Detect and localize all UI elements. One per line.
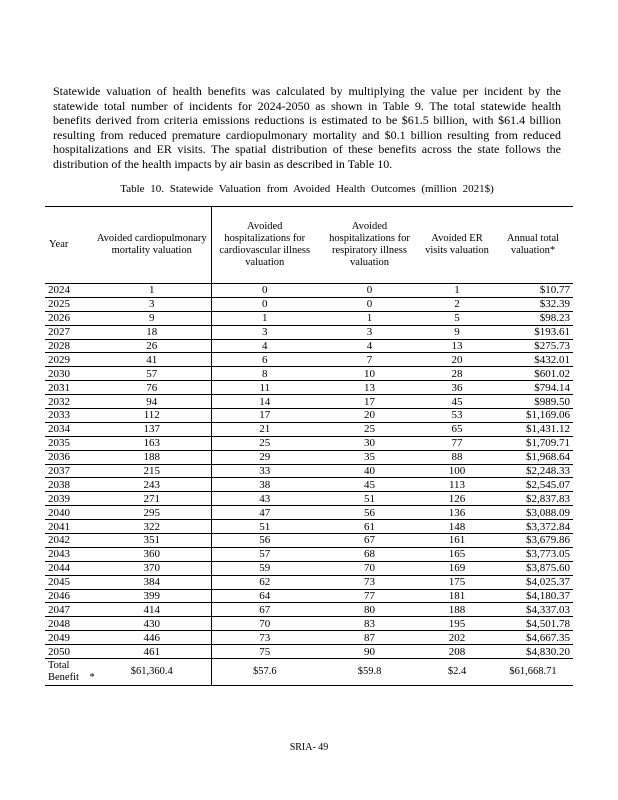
cell-er: 53 bbox=[421, 409, 493, 423]
cell-year: 2045 bbox=[45, 575, 93, 589]
cell-year: 2040 bbox=[45, 506, 93, 520]
cell-year: 2047 bbox=[45, 603, 93, 617]
cell-cardio: 67 bbox=[211, 603, 318, 617]
cell-er: 88 bbox=[421, 450, 493, 464]
intro-paragraph: Statewide valuation of health benefits was calculated by multiplying the value per incident by the statewide total number of incidents for 2024-2050 as shown in Table 9. The total statewide health benefits derived from criteria emissions reductions is estimated to be $61.5 billion, with $61.4 billion resulting from reduced premature cardiopulmonary mortality and $0.1 billion resulting from reduced hospitalizations and ER visits. The spatial distribution of these benefits across the state follows the distribution of the health impacts by air basin as described in Table 10. bbox=[53, 84, 561, 171]
cell-mortality: 1 bbox=[93, 284, 211, 298]
cell-mortality: 351 bbox=[93, 534, 211, 548]
cell-annual: $10.77 bbox=[493, 284, 573, 298]
cell-year: 2033 bbox=[45, 409, 93, 423]
total-label-line1: Total bbox=[48, 660, 70, 672]
cell-mortality: 461 bbox=[93, 645, 211, 659]
cell-mortality: 94 bbox=[93, 395, 211, 409]
cell-er: 165 bbox=[421, 547, 493, 561]
cell-mortality: 163 bbox=[93, 436, 211, 450]
cell-annual: $32.39 bbox=[493, 297, 573, 311]
valuation-table bbox=[45, 206, 573, 686]
cell-er: 20 bbox=[421, 353, 493, 367]
cell-cardio: 62 bbox=[211, 575, 318, 589]
cell-respiratory: 70 bbox=[318, 561, 421, 575]
cell-year: 2044 bbox=[45, 561, 93, 575]
cell-year: 2035 bbox=[45, 436, 93, 450]
cell-er: 1 bbox=[421, 284, 493, 298]
header-year: Year bbox=[45, 207, 93, 284]
cell-annual: $4,501.78 bbox=[493, 617, 573, 631]
header-cardio: Avoided hospitalizations for cardiovascular illness valuation bbox=[211, 207, 318, 284]
cell-respiratory: 40 bbox=[318, 464, 421, 478]
table-row bbox=[45, 339, 573, 353]
cell-annual: $2,248.33 bbox=[493, 464, 573, 478]
cell-year: 2030 bbox=[45, 367, 93, 381]
cell-mortality: 271 bbox=[93, 492, 211, 506]
cell-cardio: 11 bbox=[211, 381, 318, 395]
cell-cardio: 38 bbox=[211, 478, 318, 492]
cell-er: 5 bbox=[421, 311, 493, 325]
cell-respiratory: 35 bbox=[318, 450, 421, 464]
cell-cardio: 64 bbox=[211, 589, 318, 603]
cell-year: 2024 bbox=[45, 284, 93, 298]
cell-respiratory: 1 bbox=[318, 311, 421, 325]
table-row bbox=[45, 603, 573, 617]
cell-respiratory: 67 bbox=[318, 534, 421, 548]
cell-cardio: 59 bbox=[211, 561, 318, 575]
table-caption: Table 10. Statewide Valuation from Avoided Health Outcomes (million 2021$) bbox=[120, 183, 494, 195]
cell-respiratory: 0 bbox=[318, 284, 421, 298]
table-header-row bbox=[45, 207, 573, 284]
cell-mortality: 18 bbox=[93, 325, 211, 339]
cell-mortality: 3 bbox=[93, 297, 211, 311]
cell-respiratory: 7 bbox=[318, 353, 421, 367]
table-row bbox=[45, 534, 573, 548]
cell-er: 202 bbox=[421, 631, 493, 645]
cell-cardio: 29 bbox=[211, 450, 318, 464]
cell-er: 169 bbox=[421, 561, 493, 575]
cell-annual: $4,337.03 bbox=[493, 603, 573, 617]
cell-year: 2048 bbox=[45, 617, 93, 631]
cell-respiratory: 61 bbox=[318, 520, 421, 534]
cell-year: 2031 bbox=[45, 381, 93, 395]
cell-er: 77 bbox=[421, 436, 493, 450]
cell-respiratory: 13 bbox=[318, 381, 421, 395]
cell-cardio: 17 bbox=[211, 409, 318, 423]
cell-year: 2041 bbox=[45, 520, 93, 534]
cell-respiratory: 20 bbox=[318, 409, 421, 423]
cell-cardio: 56 bbox=[211, 534, 318, 548]
cell-cardio: 73 bbox=[211, 631, 318, 645]
cell-respiratory: 45 bbox=[318, 478, 421, 492]
cell-cardio: 43 bbox=[211, 492, 318, 506]
cell-er: 2 bbox=[421, 297, 493, 311]
cell-er: 9 bbox=[421, 325, 493, 339]
cell-er: 45 bbox=[421, 395, 493, 409]
cell-mortality: 414 bbox=[93, 603, 211, 617]
cell-respiratory: 30 bbox=[318, 436, 421, 450]
cell-annual: $601.02 bbox=[493, 367, 573, 381]
cell-mortality: 322 bbox=[93, 520, 211, 534]
cell-er: 126 bbox=[421, 492, 493, 506]
cell-annual: $989.50 bbox=[493, 395, 573, 409]
cell-mortality: 41 bbox=[93, 353, 211, 367]
cell-mortality: 188 bbox=[93, 450, 211, 464]
page-footer: SRIA- 49 bbox=[289, 742, 329, 753]
cell-annual: $3,372.84 bbox=[493, 520, 573, 534]
cell-annual: $1,169.06 bbox=[493, 409, 573, 423]
table-row bbox=[45, 561, 573, 575]
table-row bbox=[45, 492, 573, 506]
cell-respiratory: 17 bbox=[318, 395, 421, 409]
cell-respiratory: 87 bbox=[318, 631, 421, 645]
cell-mortality: 26 bbox=[93, 339, 211, 353]
cell-annual: $1,968.64 bbox=[493, 450, 573, 464]
cell-mortality: 137 bbox=[93, 422, 211, 436]
cell-cardio: 4 bbox=[211, 339, 318, 353]
cell-er: 181 bbox=[421, 589, 493, 603]
cell-cardio: 14 bbox=[211, 395, 318, 409]
cell-annual: $794.14 bbox=[493, 381, 573, 395]
table-row bbox=[45, 381, 573, 395]
cell-annual: $2,837.83 bbox=[493, 492, 573, 506]
cell-respiratory: 0 bbox=[318, 297, 421, 311]
cell-mortality: 9 bbox=[93, 311, 211, 325]
cell-mortality: 215 bbox=[93, 464, 211, 478]
cell-annual: $3,088.09 bbox=[493, 506, 573, 520]
cell-mortality: 112 bbox=[93, 409, 211, 423]
cell-cardio: 0 bbox=[211, 284, 318, 298]
cell-year: 2027 bbox=[45, 325, 93, 339]
cell-er: 195 bbox=[421, 617, 493, 631]
table-row bbox=[45, 297, 573, 311]
cell-respiratory: 77 bbox=[318, 589, 421, 603]
cell-respiratory: 56 bbox=[318, 506, 421, 520]
cell-annual: $3,679.86 bbox=[493, 534, 573, 548]
cell-cardio: 1 bbox=[211, 311, 318, 325]
table-row bbox=[45, 478, 573, 492]
cell-respiratory: 73 bbox=[318, 575, 421, 589]
table-row bbox=[45, 631, 573, 645]
cell-annual: $4,180.37 bbox=[493, 589, 573, 603]
cell-year: 2050 bbox=[45, 645, 93, 659]
cell-mortality: 399 bbox=[93, 589, 211, 603]
cell-er: 188 bbox=[421, 603, 493, 617]
cell-year: 2043 bbox=[45, 547, 93, 561]
cell-mortality: 360 bbox=[93, 547, 211, 561]
cell-respiratory: 90 bbox=[318, 645, 421, 659]
cell-annual: $275.73 bbox=[493, 339, 573, 353]
cell-respiratory: 51 bbox=[318, 492, 421, 506]
cell-annual: $1,709.71 bbox=[493, 436, 573, 450]
cell-er: 175 bbox=[421, 575, 493, 589]
cell-er: 36 bbox=[421, 381, 493, 395]
cell-respiratory: 25 bbox=[318, 422, 421, 436]
table-row bbox=[45, 464, 573, 478]
cell-annual: $1,431.12 bbox=[493, 422, 573, 436]
header-mortality: Avoided cardiopulmonary mortality valuation bbox=[93, 207, 211, 284]
cell-annual: $4,667.35 bbox=[493, 631, 573, 645]
cell-cardio: 0 bbox=[211, 297, 318, 311]
table-row bbox=[45, 436, 573, 450]
table-row bbox=[45, 367, 573, 381]
total-cardio: $57.6 bbox=[211, 659, 318, 686]
cell-er: 13 bbox=[421, 339, 493, 353]
cell-mortality: 384 bbox=[93, 575, 211, 589]
cell-er: 136 bbox=[421, 506, 493, 520]
cell-er: 208 bbox=[421, 645, 493, 659]
table-row bbox=[45, 325, 573, 339]
cell-cardio: 25 bbox=[211, 436, 318, 450]
cell-er: 65 bbox=[421, 422, 493, 436]
cell-er: 161 bbox=[421, 534, 493, 548]
table-row bbox=[45, 547, 573, 561]
cell-annual: $3,773.05 bbox=[493, 547, 573, 561]
cell-year: 2042 bbox=[45, 534, 93, 548]
total-label-line2: Benefit bbox=[48, 672, 79, 684]
cell-mortality: 295 bbox=[93, 506, 211, 520]
cell-year: 2039 bbox=[45, 492, 93, 506]
total-label bbox=[45, 659, 93, 686]
cell-cardio: 57 bbox=[211, 547, 318, 561]
cell-cardio: 51 bbox=[211, 520, 318, 534]
cell-cardio: 33 bbox=[211, 464, 318, 478]
cell-mortality: 430 bbox=[93, 617, 211, 631]
cell-mortality: 243 bbox=[93, 478, 211, 492]
cell-year: 2032 bbox=[45, 395, 93, 409]
table-row bbox=[45, 520, 573, 534]
cell-year: 2036 bbox=[45, 450, 93, 464]
cell-respiratory: 4 bbox=[318, 339, 421, 353]
cell-cardio: 6 bbox=[211, 353, 318, 367]
cell-year: 2049 bbox=[45, 631, 93, 645]
header-er: Avoided ER visits valuation bbox=[421, 207, 493, 284]
cell-year: 2037 bbox=[45, 464, 93, 478]
table-row bbox=[45, 395, 573, 409]
cell-respiratory: 68 bbox=[318, 547, 421, 561]
cell-mortality: 76 bbox=[93, 381, 211, 395]
cell-annual: $4,025.37 bbox=[493, 575, 573, 589]
cell-annual: $2,545.07 bbox=[493, 478, 573, 492]
total-respiratory: $59.8 bbox=[318, 659, 421, 686]
table-row bbox=[45, 575, 573, 589]
table-row bbox=[45, 284, 573, 298]
cell-annual: $98.23 bbox=[493, 311, 573, 325]
total-annual: $61,668.71 bbox=[493, 659, 573, 686]
cell-year: 2028 bbox=[45, 339, 93, 353]
header-annual: Annual total valuation* bbox=[493, 207, 573, 284]
cell-cardio: 47 bbox=[211, 506, 318, 520]
cell-cardio: 21 bbox=[211, 422, 318, 436]
total-row bbox=[45, 659, 573, 686]
cell-er: 148 bbox=[421, 520, 493, 534]
header-respiratory: Avoided hospitalizations for respiratory illness valuation bbox=[318, 207, 421, 284]
cell-cardio: 3 bbox=[211, 325, 318, 339]
cell-annual: $3,875.60 bbox=[493, 561, 573, 575]
cell-annual: $193.61 bbox=[493, 325, 573, 339]
table-row bbox=[45, 617, 573, 631]
total-mortality: $61,360.4 bbox=[93, 659, 211, 686]
cell-year: 2046 bbox=[45, 589, 93, 603]
table-row bbox=[45, 645, 573, 659]
cell-er: 28 bbox=[421, 367, 493, 381]
cell-year: 2026 bbox=[45, 311, 93, 325]
table-row bbox=[45, 589, 573, 603]
cell-annual: $432.01 bbox=[493, 353, 573, 367]
table-row bbox=[45, 506, 573, 520]
cell-annual: $4,830.20 bbox=[493, 645, 573, 659]
cell-cardio: 8 bbox=[211, 367, 318, 381]
table-row bbox=[45, 311, 573, 325]
cell-year: 2038 bbox=[45, 478, 93, 492]
total-asterisk: * bbox=[89, 672, 95, 684]
cell-respiratory: 83 bbox=[318, 617, 421, 631]
cell-respiratory: 80 bbox=[318, 603, 421, 617]
total-er: $2.4 bbox=[421, 659, 493, 686]
cell-mortality: 57 bbox=[93, 367, 211, 381]
cell-cardio: 70 bbox=[211, 617, 318, 631]
cell-year: 2029 bbox=[45, 353, 93, 367]
table-row bbox=[45, 353, 573, 367]
cell-er: 100 bbox=[421, 464, 493, 478]
table-row bbox=[45, 450, 573, 464]
cell-mortality: 370 bbox=[93, 561, 211, 575]
cell-respiratory: 10 bbox=[318, 367, 421, 381]
cell-er: 113 bbox=[421, 478, 493, 492]
table-row bbox=[45, 409, 573, 423]
table-row bbox=[45, 422, 573, 436]
table-body bbox=[45, 284, 573, 659]
cell-mortality: 446 bbox=[93, 631, 211, 645]
cell-year: 2034 bbox=[45, 422, 93, 436]
cell-cardio: 75 bbox=[211, 645, 318, 659]
cell-respiratory: 3 bbox=[318, 325, 421, 339]
cell-year: 2025 bbox=[45, 297, 93, 311]
